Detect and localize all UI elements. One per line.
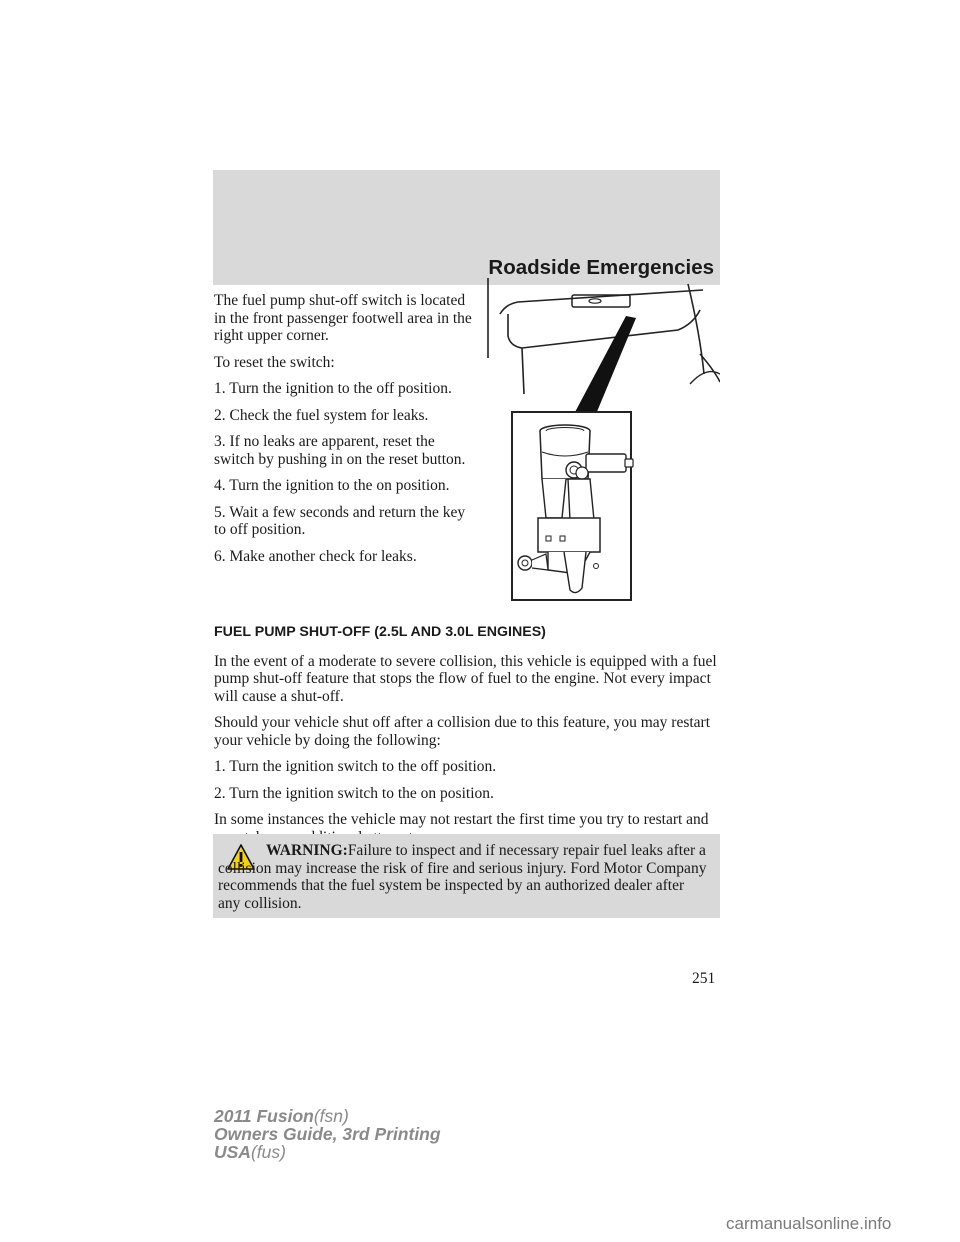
section-title: Roadside Emergencies — [488, 256, 714, 279]
footer-market-code: (fus) — [250, 1142, 286, 1162]
intro-paragraph: To reset the switch: — [214, 353, 335, 371]
intro-paragraph: The fuel pump shut-off switch is located in the front passenger footwell area in the right upper corner. — [214, 292, 472, 344]
warning-label: WARNING: — [266, 842, 348, 859]
step-item: 2. Turn the ignition switch to the on position. — [214, 784, 494, 802]
fuel-pump-switch-illustration — [478, 274, 720, 604]
section-heading: FUEL PUMP SHUT-OFF (2.5L AND 3.0L ENGINES) — [214, 624, 546, 640]
step-item: 4. Turn the ignition to the on position. — [214, 477, 450, 494]
step-item: 5. Wait a few seconds and return the key to off position. — [214, 503, 466, 538]
section-paragraph: Should your vehicle shut off after a collision due to this feature, you may restart your vehicle by doing the following: — [214, 714, 711, 749]
step-item: 3. If no leaks are apparent, reset the switch by pushing in on the reset button. — [214, 433, 466, 468]
intro-column — [214, 292, 476, 574]
header-band — [213, 170, 720, 285]
warning-box — [213, 834, 720, 918]
warning-body: Failure to inspect and if necessary repair fuel leaks after a collision may increase the risk of fire and serious injury. Ford Motor Company recommends that the fuel system be inspected by an authorized dealer after any collision. — [218, 842, 707, 912]
page-number: 251 — [692, 970, 716, 987]
footer-line-2: Owners Guide, 3rd Printing — [214, 1124, 441, 1144]
section-paragraph: In some instances the vehicle may not restart the first time you try to restart and — [214, 811, 709, 828]
footer-model-code: (fsn) — [313, 1106, 349, 1126]
warning-text — [218, 842, 708, 912]
step-item: 6. Make another check for leaks. — [214, 547, 417, 565]
step-item: 2. Check the fuel system for leaks. — [214, 406, 429, 424]
fuel-pump-section — [214, 624, 720, 855]
footer-market: USA — [214, 1142, 251, 1162]
section-paragraph: In the event of a moderate to severe collision, this vehicle is equipped with a fuel pump shut-off feature that stops the flow of fuel to the engine. Not every impact will cause a shut-off. — [214, 652, 717, 705]
footer-model: 2011 Fusion — [214, 1106, 314, 1126]
footer-line-1 — [214, 1107, 441, 1125]
step-item: 1. Turn the ignition switch to the off position. — [214, 758, 497, 775]
watermark: carmanualsonline.info — [726, 1214, 892, 1233]
footer — [214, 1107, 441, 1161]
footer-line-3 — [214, 1143, 441, 1161]
step-item: 1. Turn the ignition to the off position. — [214, 380, 452, 397]
